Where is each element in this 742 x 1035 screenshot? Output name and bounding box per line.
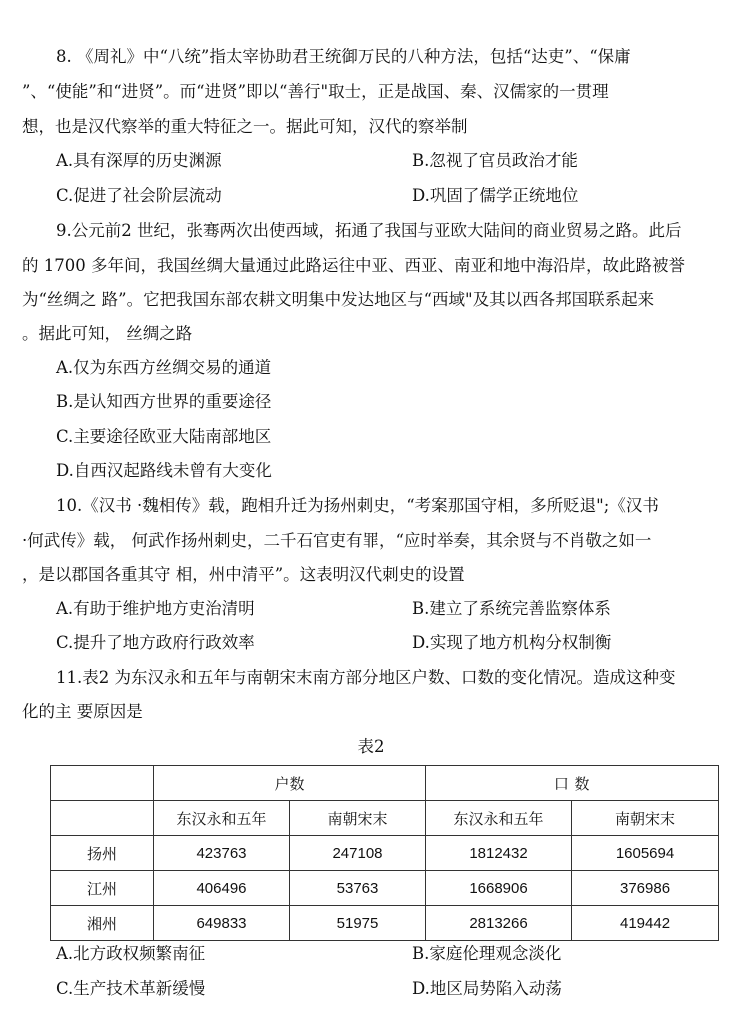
q10-stem-line-2: ·何武传》载， 何武作扬州刺史，二千石官吏有罪，“应时举奏，其余贤与不肖敬之如一	[22, 531, 652, 550]
table-row	[51, 836, 719, 871]
table-corner-cell	[51, 766, 154, 801]
sub-header-population-donghan: 东汉永和五年	[426, 801, 572, 836]
q10-option-d: D.实现了地方机构分权制衡	[412, 633, 612, 652]
q11-option-d: D.地区局势陷入动荡	[412, 979, 562, 998]
table-row	[51, 871, 719, 906]
table-cell: 53763	[290, 871, 426, 906]
table-cell: 1812432	[426, 836, 572, 871]
table-cell: 247108	[290, 836, 426, 871]
table-cell: 649833	[154, 906, 290, 941]
sub-header-households-donghan: 东汉永和五年	[154, 801, 290, 836]
sub-header-population-songmo: 南朝宋末	[572, 801, 719, 836]
q9-option-b: B.是认知西方世界的重要途径	[56, 392, 272, 411]
q10-stem-line-3: ，是以郡国各重其守 相，州中清平”。这表明汉代刺史的设置	[22, 565, 465, 584]
table-row	[51, 906, 719, 941]
q11-stem-line-1: 11.表2 为东汉永和五年与南朝宋末南方部分地区户数、口数的变化情况。造成这种变	[56, 668, 676, 687]
table-blank-cell	[51, 801, 154, 836]
table-group-header-row	[51, 766, 719, 801]
table-cell: 419442	[572, 906, 719, 941]
table-caption: 表2	[357, 737, 385, 756]
q9-stem-line-1: 9.公元前2 世纪，张骞两次出使西域，拓通了我国与亚欧大陆间的商业贸易之路。此后	[56, 221, 682, 240]
q9-option-a: A.仅为东西方丝绸交易的通道	[56, 358, 272, 377]
header-households: 户数	[154, 766, 426, 801]
sub-header-households-songmo: 南朝宋末	[290, 801, 426, 836]
q8-option-a: A.具有深厚的历史渊源	[56, 151, 222, 170]
q9-option-d: D.自西汉起路线未曾有大变化	[56, 461, 272, 480]
q11-option-a: A.北方政权频繁南征	[56, 944, 206, 963]
q8-stem-line-3: 想，也是汉代察举的重大特征之一。据此可知，汉代的察举制	[22, 117, 468, 136]
q8-option-c: C.促进了社会阶层流动	[56, 186, 222, 205]
table-cell: 1605694	[572, 836, 719, 871]
population-table	[50, 765, 719, 941]
row-region: 扬州	[51, 836, 154, 871]
q8-stem-line-2: ”、“使能”和“进贤”。而“进贤”即以“善行"取士，正是战国、秦、汉儒家的一贯理	[22, 82, 609, 101]
row-region: 湘州	[51, 906, 154, 941]
table-sub-header-row	[51, 801, 719, 836]
q9-stem-line-4: 。据此可知， 丝绸之路	[22, 324, 193, 343]
table-cell: 423763	[154, 836, 290, 871]
table-cell: 376986	[572, 871, 719, 906]
q9-stem-line-3: 为“丝绸之 路”。它把我国东部农耕文明集中发达地区与“西域"及其以西各邦国联系起来	[22, 290, 655, 309]
header-population: 口 数	[426, 766, 719, 801]
table-cell: 1668906	[426, 871, 572, 906]
table-cell: 406496	[154, 871, 290, 906]
q8-option-b: B.忽视了官员政治才能	[412, 151, 578, 170]
table-cell: 51975	[290, 906, 426, 941]
row-region: 江州	[51, 871, 154, 906]
q10-option-c: C.提升了地方政府行政效率	[56, 633, 255, 652]
q10-stem-line-1: 10.《汉书 ·魏相传》载，跑相升迁为扬州刺史，“考案那国守相，多所贬退";《汉书	[56, 496, 659, 515]
q8-option-d: D.巩固了儒学正统地位	[412, 186, 579, 205]
q10-option-b: B.建立了系统完善监察体系	[412, 599, 611, 618]
table-cell: 2813266	[426, 906, 572, 941]
q11-stem-line-2: 化的主 要原因是	[22, 702, 143, 721]
q10-option-a: A.有助于维护地方吏治清明	[56, 599, 255, 618]
q11-option-b: B.家庭伦理观念淡化	[412, 944, 562, 963]
q9-stem-line-2: 的 1700 多年间，我国丝绸大量通过此路运往中亚、西亚、南亚和地中海沿岸，故此路被誉	[22, 256, 685, 275]
q11-option-c: C.生产技术革新缓慢	[56, 979, 206, 998]
q8-stem-line-1: 8. 《周礼》中“八统”指太宰协助君王统御万民的八种方法，包括“达吏”、“保庸	[56, 47, 631, 66]
q9-option-c: C.主要途径欧亚大陆南部地区	[56, 427, 272, 446]
